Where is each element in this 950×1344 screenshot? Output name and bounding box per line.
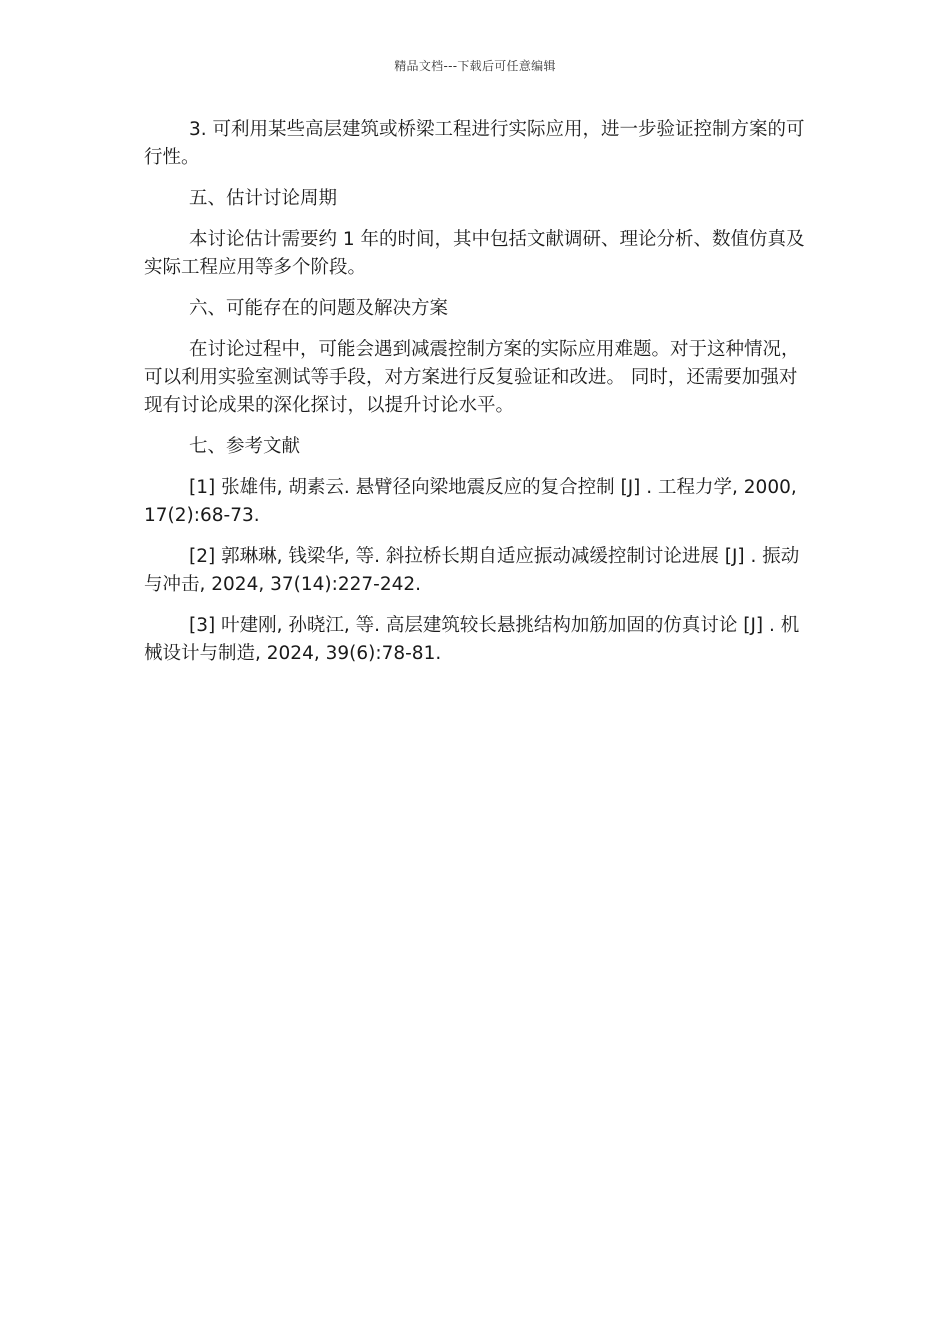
section-heading-duration: 五、估计讨论周期 bbox=[189, 188, 338, 209]
section-heading-problems: 六、可能存在的问题及解决方案 bbox=[189, 298, 449, 319]
reference-item-2: [2] 郭琳琳, 钱梁华, 等. 斜拉桥长期自适应振动减缓控制讨论进展 [J] . 振动与冲击, 2024, 37(14):227-242. bbox=[144, 546, 800, 595]
reference-item-3: [3] 叶建刚, 孙晓江, 等. 高层建筑较长悬挑结构加筋加固的仿真讨论 [J] . 机械设计与制造, 2024, 39(6):78-81. bbox=[144, 615, 800, 664]
section-heading-references: 七、参考文献 bbox=[189, 436, 301, 457]
paragraph-duration: 本讨论估计需要约 1 年的时间，其中包括文献调研、理论分析、数值仿真及实际工程应用等多个阶段。 bbox=[144, 229, 805, 278]
paragraph-problems: 在讨论过程中，可能会遇到减震控制方案的实际应用难题。对于这种情况，可以利用实验室测试等手段，对方案进行反复验证和改进。 同时，还需要加强对现有讨论成果的深化探讨，以提升讨论水平。 bbox=[144, 339, 800, 416]
page-header: 精品文档---下载后可任意编辑 bbox=[394, 59, 556, 73]
reference-item-1: [1] 张雄伟, 胡素云. 悬臂径向梁地震反应的复合控制 [J] . 工程力学, 2000, 17(2):68-73. bbox=[144, 477, 797, 526]
document-body bbox=[144, 116, 806, 681]
paragraph-item-3: 3. 可利用某些高层建筑或桥梁工程进行实际应用，进一步验证控制方案的可行性。 bbox=[144, 119, 805, 168]
